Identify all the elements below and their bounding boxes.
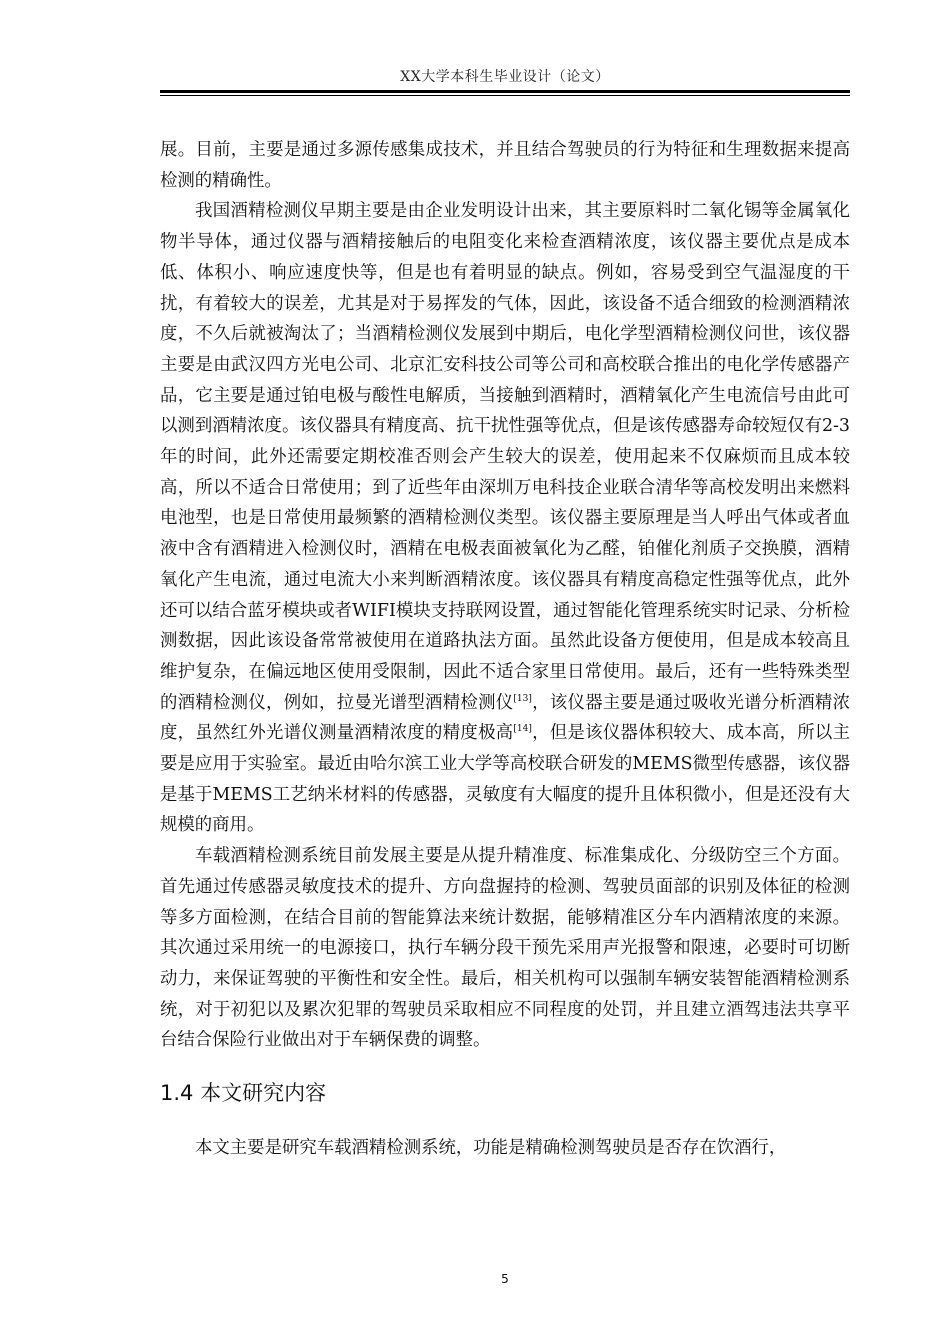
header-rule-thick: [160, 90, 850, 93]
citation-14: [14]: [513, 724, 532, 735]
citation-13: [13]: [513, 693, 532, 704]
section-heading: 1.4 本文研究内容: [160, 1081, 327, 1106]
paragraph-text: ，但是该仪器体积较大、成本高，所以主要是应用于实验室。最近由哈尔滨工业大学等高校联合研发的MEMS微型传感器，该仪器是基于MEMS工艺纳米材料的传感器，灵敏度有大幅度的提升且体积微小，但是还没有大规模的商用。: [160, 723, 850, 836]
page-number: 5: [501, 1272, 509, 1286]
header-rule-thin: [160, 95, 850, 96]
main-text: [160, 135, 850, 1164]
paragraph-text: ，该仪器主要是通过吸收光谱分析酒精浓度，虽然红外光谱仪测量酒精浓度的精度极高: [160, 692, 850, 744]
paragraph-continuation: 展。目前，主要是通过多源传感集成技术，并且结合驾驶员的行为特征和生理数据来提高检测的精确性。: [160, 140, 850, 191]
paragraph-research-content: 本文主要是研究车载酒精检测系统，功能是精确检测驾驶员是否存在饮酒行，: [195, 1138, 787, 1159]
running-header: XX大学本科生毕业设计（论文）: [400, 69, 610, 85]
paragraph-detector-history: [160, 196, 850, 841]
paragraph-vehicle-system: 车载酒精检测系统目前发展主要是从提升精准度、标准集成化、分级防空三个方面。首先通过传感器灵敏度技术的提升、方向盘握持的检测、驾驶员面部的识别及体征的检测等多方面检测，在结合目前的智能算法来统计数据，能够精准区分车内酒精浓度的来源。其次通过采用统一的电源接口，执行车辆分段干预先采用声光报警和限速，必要时可切断动力，来保证驾驶的平衡性和安全性。最后，相关机构可以强制车辆安装智能酒精检测系统，对于初犯以及累次犯罪的驾驶员采取相应不同程度的处罚，并且建立酒驾违法共享平台结合保险行业做出对于车辆保费的调整。: [160, 846, 850, 1051]
paragraph-text: 我国酒精检测仪早期主要是由企业发明设计出来，其主要原料时二氧化锡等金属氧化物半导体，通过仪器与酒精接触后的电阻变化来检查酒精浓度，该仪器主要优点是成本低、体积小、响应速度快等，但是也有着明显的缺点。例如，容易受到空气温湿度的干扰，有着较大的误差，尤其是对于易挥发的气体，因此，该设备不适合细致的检测酒精浓度，不久后就被淘汰了；当酒精检测仪发展到中期后，电化学型酒精检测仪问世，该仪器主要是由武汉四方光电公司、北京汇安科技公司等公司和高校联合推出的电化学传感器产品，它主要是通过铂电极与酸性电解质，当接触到酒精时，酒精氧化产生电流信号由此可以测到酒精浓度。该仪器具有精度高、抗干扰性强等优点，但是该传感器寿命较短仅有2-3年的时间，此外还需要定期校准否则会产生较大的误差，使用起来不仅麻烦而且成本较高，所以不适合日常使用；到了近些年由深圳万电科技企业联合清华等高校发明出来燃料电池型，也是日常使用最频繁的酒精检测仪类型。该仪器主要原理是当人呼出气体或者血液中含有酒精进入检测仪时，酒精在电极表面被氧化为乙醛，铂催化剂质子交换膜，酒精氧化产生电流，通过电流大小来判断酒精浓度。该仪器具有精度高稳定性强等优点，此外还可以结合蓝牙模块或者WIFI模块支持联网设置，通过智能化管理系统实时记录、分析检测数据，因此该设备常常被使用在道路执法方面。虽然此设备方便使用，但是成本较高且维护复杂，在偏远地区使用受限制，因此不适合家里日常使用。最后，还有一些特殊类型的酒精检测仪，例如，拉曼光谱型酒精检测仪: [160, 201, 850, 713]
